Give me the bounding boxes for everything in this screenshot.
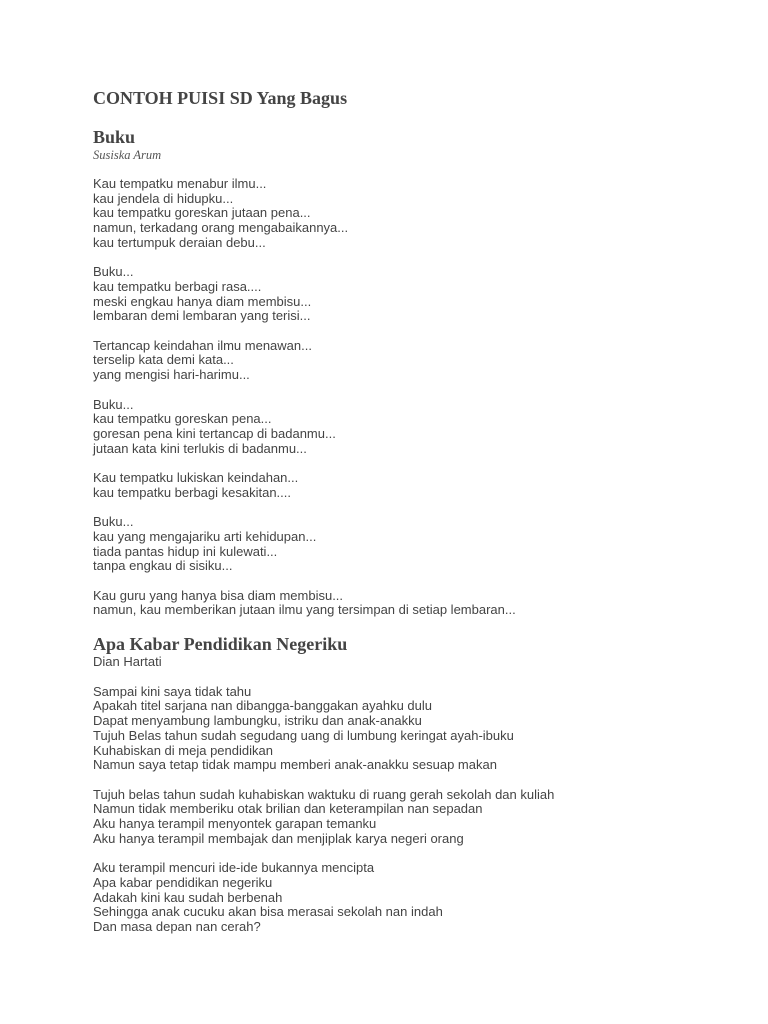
stanza: [93, 685, 733, 773]
poem-line: yang mengisi hari-harimu...: [93, 367, 250, 383]
poem-line: Tertancap keindahan ilmu menawan...: [93, 337, 312, 353]
poem-line: Kau tempatku menabur ilmu...: [93, 176, 267, 191]
poem-line: Buku...: [93, 264, 134, 280]
poem-line: tiada pantas hidup ini kulewati...: [93, 543, 278, 559]
poem-author: Dian Hartati: [93, 654, 162, 669]
poem-line: Kau guru yang hanya bisa diam membisu...: [93, 587, 344, 603]
poem-line: Sampai kini saya tidak tahu: [93, 683, 252, 699]
poem-line: kau tertumpuk deraian debu...: [93, 234, 266, 250]
poem-buku: [93, 126, 733, 618]
poem-line: Apakah titel sarjana nan dibangga-banggakan ayahku dulu: [93, 698, 432, 714]
document-page: [93, 86, 733, 949]
poem-line: terselip kata demi kata...: [93, 352, 234, 368]
poem-line: kau tempatku berbagi rasa....: [93, 278, 262, 294]
poem-line: kau jendela di hidupku...: [93, 190, 234, 206]
poem-line: kau yang mengajariku arti kehidupan...: [93, 528, 317, 544]
poem-line: namun, terkadang orang mengabaikannya...: [93, 220, 349, 236]
poem-line: tanpa engkau di sisiku...: [93, 558, 233, 574]
poem-line: Tujuh belas tahun sudah kuhabiskan waktuku di ruang gerah sekolah dan kuliah: [93, 786, 555, 802]
poem-line: Namun saya tetap tidak mampu memberi anak-anakku sesuap makan: [93, 757, 497, 773]
poem-line: Aku hanya terampil membajak dan menjiplak karya negeri orang: [93, 830, 464, 846]
stanza: [93, 515, 733, 574]
stanza: [93, 177, 733, 251]
poem-line: Apa kabar pendidikan negeriku: [93, 874, 273, 890]
poem-line: goresan pena kini tertancap di badanmu...: [93, 425, 336, 441]
poem-apa-kabar-pendidikan-negeriku: [93, 633, 733, 935]
poem-line: Aku terampil mencuri ide-ide bukannya mencipta: [93, 860, 375, 876]
poem-line: Buku...: [93, 514, 134, 530]
poem-line: kau tempatku berbagi kesakitan....: [93, 484, 292, 500]
poem-line: Kau tempatku lukiskan keindahan...: [93, 470, 299, 485]
stanza: [93, 339, 733, 383]
poem-title: Buku: [93, 127, 136, 147]
stanza: [93, 471, 733, 500]
poem-line: kau tempatku goreskan jutaan pena...: [93, 205, 311, 221]
poem-stanzas: [93, 685, 733, 935]
stanza: [93, 398, 733, 457]
stanza: [93, 788, 733, 847]
stanza: [93, 589, 733, 618]
poem-line: Dapat menyambung lambungku, istriku dan anak-anakku: [93, 713, 422, 729]
stanza: [93, 861, 733, 935]
poem-line: Aku hanya terampil menyontek garapan temanku: [93, 816, 377, 832]
poem-line: jutaan kata kini terlukis di badanmu...: [93, 440, 307, 456]
document-title: CONTOH PUISI SD Yang Bagus: [93, 88, 348, 108]
poem-line: Kuhabiskan di meja pendidikan: [93, 742, 273, 758]
poem-line: Adakah kini kau sudah berbenah: [93, 889, 283, 905]
poem-title: Apa Kabar Pendidikan Negeriku: [93, 634, 348, 654]
poem-line: lembaran demi lembaran yang terisi...: [93, 308, 311, 324]
poem-author: Susiska Arum: [93, 148, 162, 162]
poem-line: kau tempatku goreskan pena...: [93, 411, 272, 427]
poem-line: Dan masa depan nan cerah?: [93, 918, 261, 934]
poem-line: Sehingga anak cucuku akan bisa merasai sekolah nan indah: [93, 904, 443, 920]
poem-stanzas: [93, 177, 733, 618]
poem-line: Namun tidak memberiku otak brilian dan keterampilan nan sepadan: [93, 801, 483, 817]
poem-line: namun, kau memberikan jutaan ilmu yang tersimpan di setiap lembaran...: [93, 602, 516, 618]
poem-line: meski engkau hanya diam membisu...: [93, 293, 312, 309]
poem-line: Tujuh Belas tahun sudah segudang uang di lumbung keringat ayah-ibuku: [93, 727, 514, 743]
poem-line: Buku...: [93, 396, 134, 412]
stanza: [93, 265, 733, 324]
